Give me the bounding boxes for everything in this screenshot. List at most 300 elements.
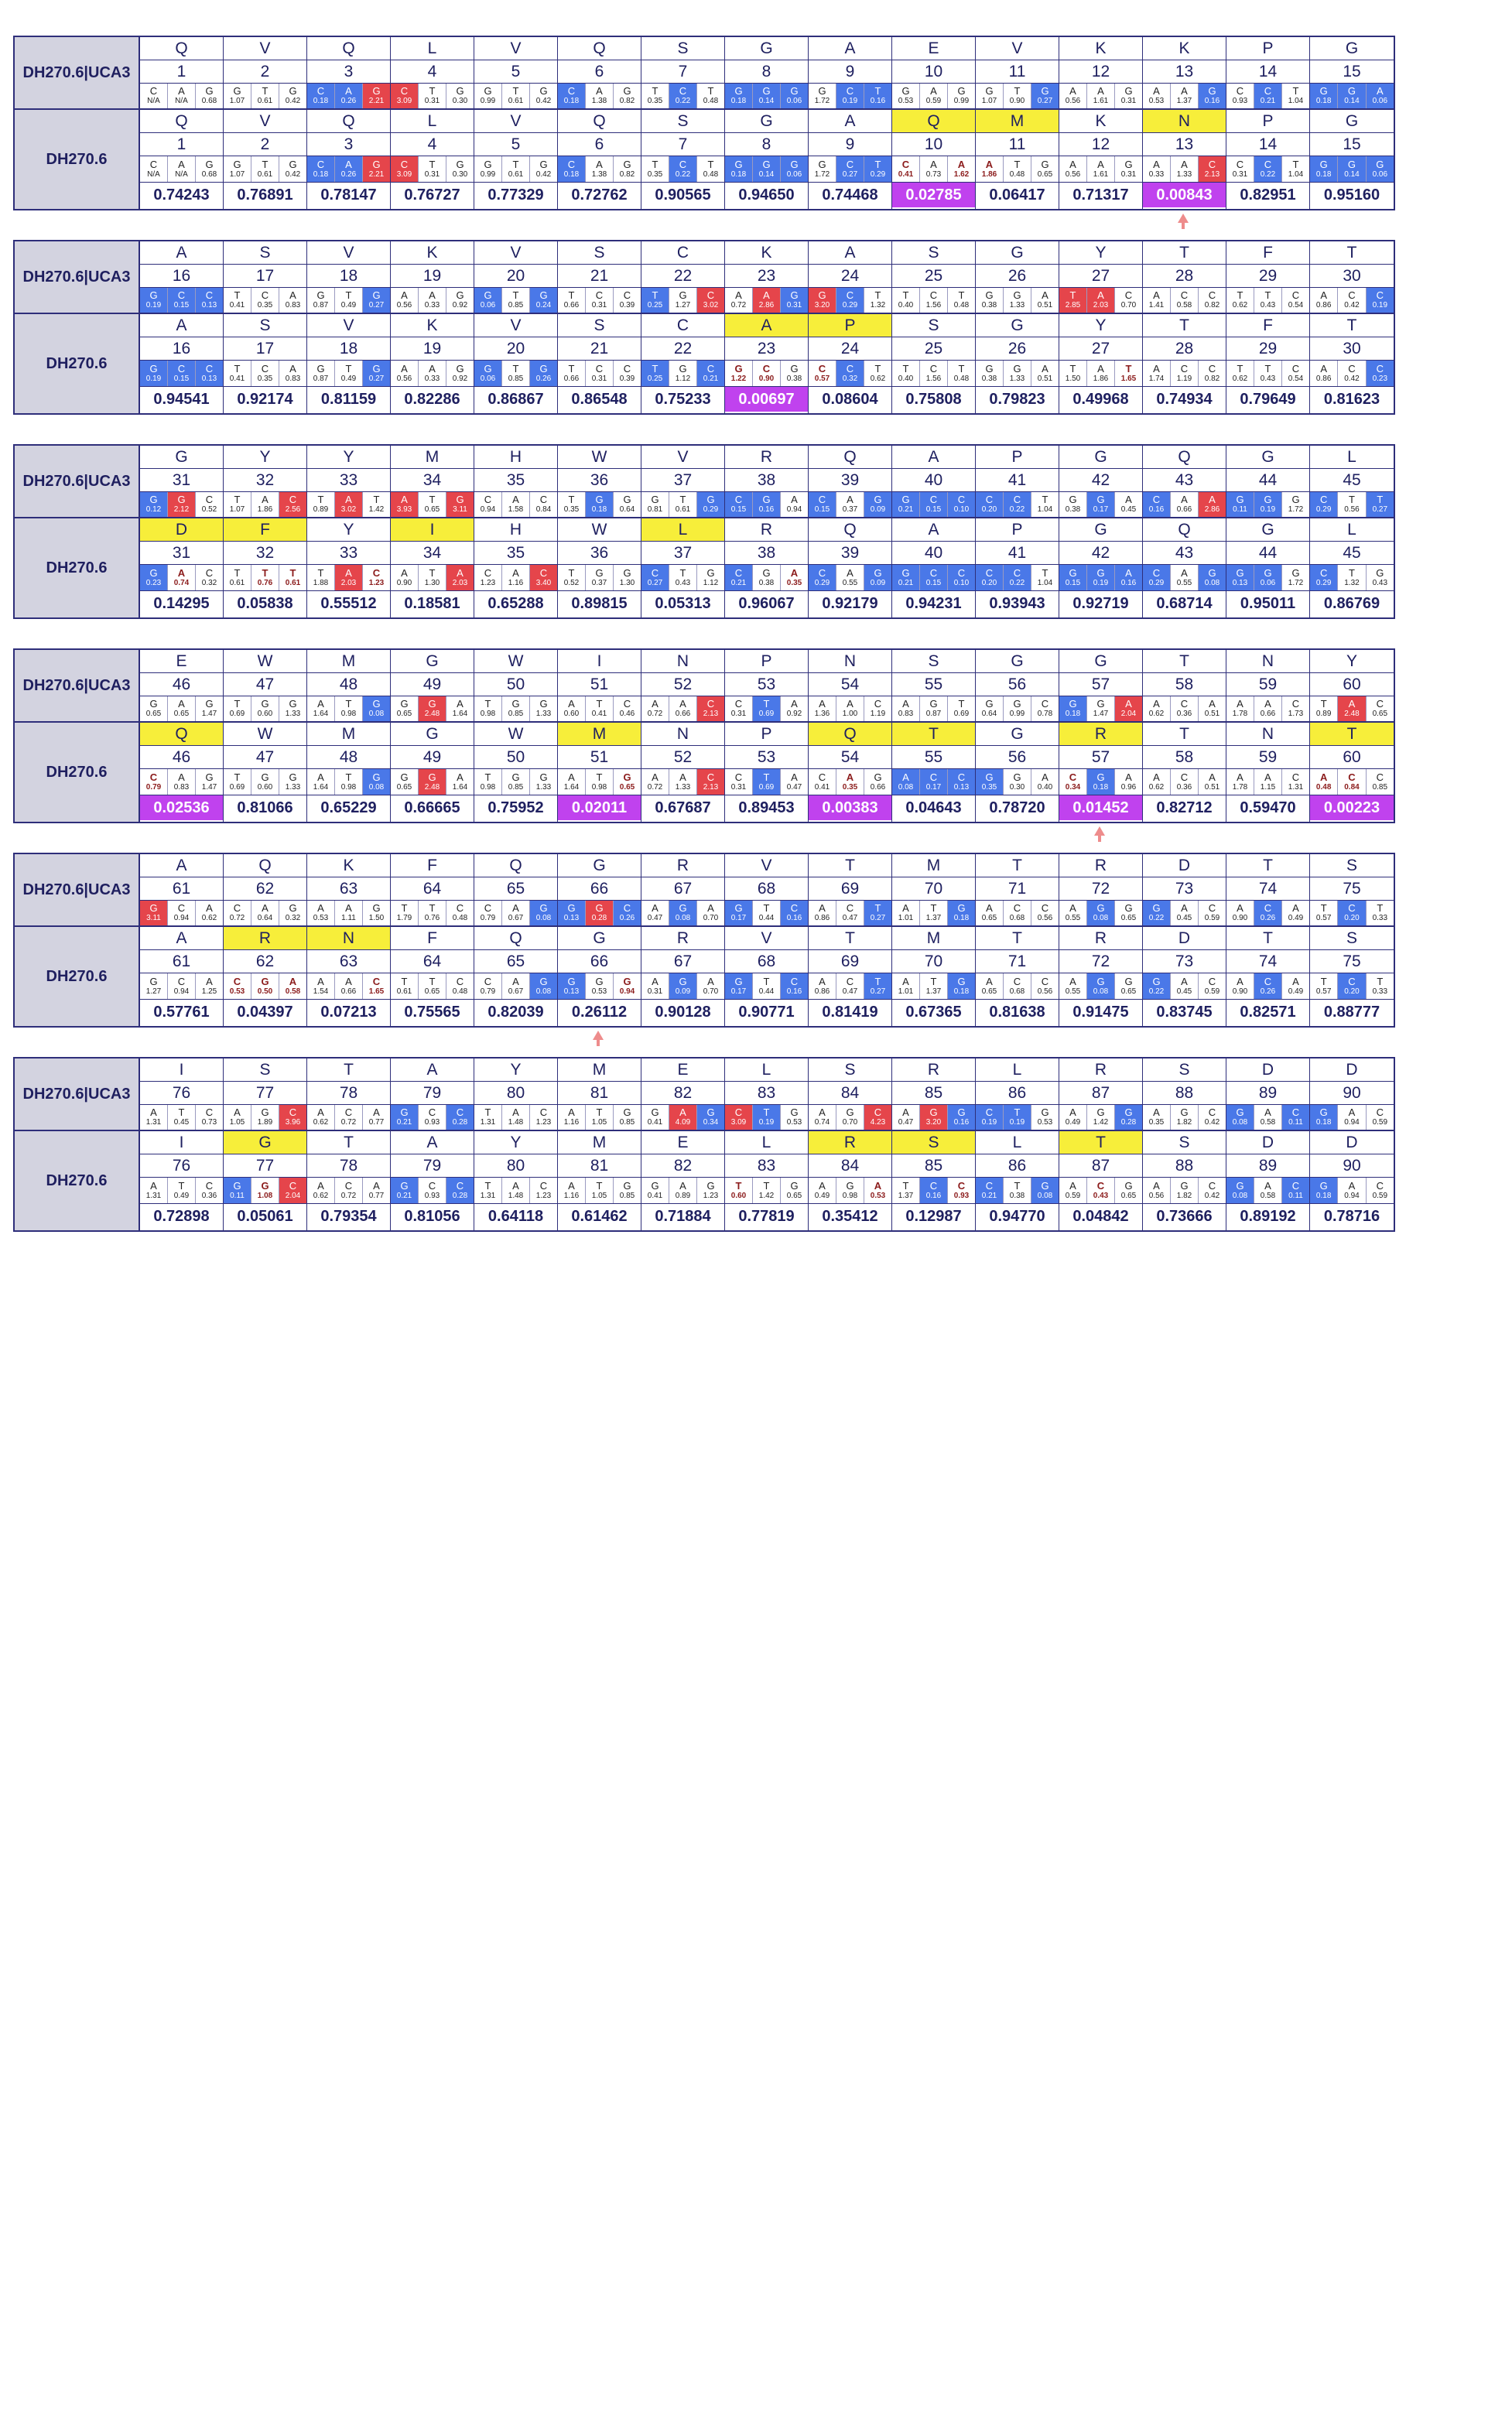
germline-codon: [976, 492, 1059, 518]
germline-residue: V: [976, 37, 1059, 60]
nucleotide-base: G: [1013, 289, 1021, 301]
nucleotide-score: 1.33: [1176, 169, 1192, 179]
nucleotide-base: G: [372, 698, 381, 710]
nucleotide-score: 0.15: [730, 505, 747, 514]
germline-codon: [1310, 288, 1394, 314]
nucleotide-score: 0.33: [1148, 169, 1165, 179]
antibody-codon: [976, 1178, 1059, 1204]
bottom-nucleotide: [976, 973, 1004, 999]
residue-column: [558, 650, 641, 822]
nucleotide-base: C: [1208, 1179, 1216, 1192]
antibody-codon: [307, 973, 390, 1000]
germline-codon: [641, 84, 724, 110]
nucleotide-base: C: [456, 1106, 464, 1118]
nucleotide-base: T: [429, 158, 436, 170]
nucleotide-base: G: [1180, 1106, 1189, 1118]
nucleotide-base: G: [874, 566, 882, 579]
nucleotide-base: G: [734, 902, 743, 914]
nucleotide-score: 0.98: [591, 782, 607, 792]
bottom-nucleotide: [1199, 973, 1226, 999]
nucleotide-score: 0.51: [1037, 374, 1053, 383]
antibody-residue: V: [307, 314, 390, 337]
bottom-nucleotide: [1031, 769, 1059, 795]
residue-column: [474, 446, 558, 617]
nucleotide-base: A: [1153, 698, 1160, 710]
nucleotide-score: 0.16: [758, 505, 775, 514]
germline-position: 2: [224, 60, 306, 84]
top-nucleotide: [168, 288, 196, 313]
probability-value: 0.12987: [905, 1207, 962, 1225]
bottom-nucleotide: [614, 361, 641, 386]
nucleotide-base: A: [846, 771, 854, 783]
nucleotide-base: G: [762, 494, 771, 505]
top-nucleotide: [251, 1105, 279, 1130]
top-nucleotide: [279, 84, 306, 108]
germline-codon: [892, 696, 975, 723]
bottom-nucleotide: [669, 769, 697, 795]
antibody-residue: N: [641, 723, 724, 746]
germline-codon: [1310, 901, 1394, 927]
nucleotide-score: 0.31: [1120, 97, 1137, 105]
residue-column: [391, 446, 474, 617]
nucleotide-score: 0.90: [396, 578, 412, 587]
nucleotide-score: 0.70: [703, 987, 719, 996]
nucleotide-score: 0.60: [563, 710, 580, 718]
nucleotide-score: 1.42: [758, 1191, 775, 1200]
germline-position: 23: [725, 265, 808, 288]
top-nucleotide: [614, 492, 641, 517]
nucleotide-base: T: [1292, 85, 1299, 97]
nucleotide-score: 0.65: [1120, 1191, 1137, 1200]
germline-position: 25: [892, 265, 975, 288]
antibody-position: 75: [1310, 950, 1394, 973]
nucleotide-score: 0.16: [1204, 97, 1220, 105]
probability-value: 0.82286: [404, 390, 460, 408]
nucleotide-base: C: [1348, 289, 1356, 301]
residue-column: [558, 1059, 641, 1230]
antibody-residue: G: [976, 314, 1059, 337]
bottom-nucleotide: [753, 769, 781, 795]
nucleotide-base: A: [847, 698, 853, 710]
bottom-nucleotide: [140, 1178, 168, 1203]
bottom-nucleotide: [1282, 973, 1309, 999]
bottom-nucleotide: [1367, 769, 1394, 795]
antibody-position: 25: [892, 337, 975, 361]
nucleotide-base: C: [428, 1179, 436, 1192]
nucleotide-score: 0.10: [953, 578, 970, 587]
nucleotide-base: A: [1181, 566, 1188, 579]
nucleotide-base: G: [957, 1106, 966, 1118]
nucleotide-score: 0.32: [285, 914, 301, 922]
nucleotide-base: C: [1348, 771, 1356, 783]
antibody-position: 79: [391, 1154, 474, 1178]
nucleotide-score: 1.50: [368, 914, 385, 922]
residue-column: [140, 1059, 224, 1230]
bottom-nucleotide: [335, 973, 363, 999]
bottom-nucleotide: [1115, 973, 1142, 999]
nucleotide-base: A: [317, 1106, 324, 1118]
germline-codon: [976, 1105, 1059, 1131]
nucleotide-base: C: [734, 494, 743, 505]
nucleotide-base: A: [1153, 289, 1160, 301]
antibody-codon: [1143, 973, 1226, 1000]
top-nucleotide: [1367, 84, 1394, 108]
bottom-nucleotide: [474, 769, 502, 795]
top-nucleotide: [725, 288, 753, 313]
antibody-residue: G: [1226, 518, 1309, 542]
nucleotide-base: C: [1264, 902, 1272, 914]
germline-codon: [809, 1105, 891, 1131]
germline-codon: [474, 288, 557, 314]
residue-column: [140, 241, 224, 413]
top-nucleotide: [697, 1105, 724, 1130]
top-nucleotide: [1171, 492, 1199, 517]
antibody-residue: C: [641, 314, 724, 337]
nucleotide-score: 0.47: [786, 782, 802, 792]
residue-column: [474, 37, 558, 209]
nucleotide-base: A: [1097, 158, 1104, 170]
residue-column: [224, 241, 307, 413]
nucleotide-base: T: [345, 289, 352, 301]
germline-position: 60: [1310, 673, 1394, 696]
nucleotide-score: 0.62: [313, 1118, 329, 1127]
nucleotide-score: 0.55: [842, 578, 858, 587]
nucleotide-score: 1.64: [313, 782, 329, 792]
nucleotide-base: G: [316, 289, 325, 301]
nucleotide-base: C: [1208, 362, 1216, 374]
nucleotide-base: A: [1209, 771, 1216, 783]
bottom-nucleotide: [892, 361, 920, 386]
bottom-nucleotide: [586, 565, 614, 590]
germline-position: 55: [892, 673, 975, 696]
residue-column: [725, 1059, 809, 1230]
nucleotide-base: A: [1097, 289, 1104, 301]
nucleotide-base: C: [1376, 1179, 1384, 1192]
nucleotide-score: 0.18: [563, 97, 580, 105]
nucleotide-base: C: [1208, 289, 1216, 301]
bottom-nucleotide: [140, 769, 168, 795]
nucleotide-base: C: [1291, 362, 1300, 374]
antibody-codon: [725, 156, 808, 183]
nucleotide-base: T: [735, 1179, 742, 1192]
top-nucleotide: [1143, 288, 1171, 313]
nucleotide-score: 0.85: [508, 301, 524, 310]
bottom-nucleotide: [502, 565, 530, 590]
nucleotide-score: 0.18: [953, 987, 970, 996]
nucleotide-score: 0.26: [1260, 987, 1276, 996]
top-nucleotide: [725, 1105, 753, 1130]
top-nucleotide: [753, 84, 781, 108]
bottom-nucleotide: [391, 1178, 419, 1203]
germline-residue: E: [641, 1059, 724, 1082]
top-nucleotide: [446, 288, 474, 313]
top-nucleotide: [558, 492, 586, 517]
nucleotide-score: 0.18: [1065, 710, 1081, 718]
nucleotide-score: 0.14: [758, 97, 775, 105]
probability-value: 0.05838: [237, 594, 293, 612]
antibody-position: 1: [140, 133, 223, 156]
nucleotide-score: 0.82: [1204, 301, 1220, 310]
antibody-residue: L: [976, 1131, 1059, 1154]
nucleotide-score: 1.37: [925, 987, 942, 996]
antibody-residue: D: [1310, 1131, 1394, 1154]
antibody-position: 27: [1059, 337, 1142, 361]
nucleotide-score: 0.32: [201, 578, 217, 587]
nucleotide-base: G: [149, 698, 158, 710]
germline-position: 78: [307, 1082, 390, 1105]
germline-position: 44: [1226, 469, 1309, 492]
top-nucleotide: [1338, 288, 1366, 313]
bottom-nucleotide: [1282, 156, 1309, 182]
nucleotide-base: C: [289, 494, 297, 505]
top-nucleotide: [586, 901, 614, 925]
top-nucleotide: [1254, 901, 1282, 925]
nucleotide-base: A: [679, 698, 686, 710]
germline-position: 68: [725, 877, 808, 901]
top-nucleotide: [279, 288, 306, 313]
nucleotide-base: A: [289, 289, 296, 301]
nucleotide-base: G: [1208, 85, 1216, 97]
nucleotide-score: 0.43: [1260, 301, 1276, 310]
germline-residue: E: [892, 37, 975, 60]
probability-value: 0.00843: [1143, 183, 1226, 207]
germline-residue: P: [1226, 37, 1309, 60]
nucleotide-base: A: [178, 771, 185, 783]
nucleotide-base: C: [1291, 1179, 1300, 1192]
nucleotide-base: T: [345, 698, 352, 710]
nucleotide-score: 1.82: [1176, 1118, 1192, 1127]
nucleotide-score: 0.94: [619, 987, 635, 996]
germline-codon: [1226, 288, 1309, 314]
germline-position: 79: [391, 1082, 474, 1105]
antibody-codon: [391, 769, 474, 795]
antibody-position: 59: [1226, 746, 1309, 769]
nucleotide-score: 1.12: [703, 578, 719, 587]
top-nucleotide: [809, 84, 836, 108]
antibody-residue: N: [307, 927, 390, 950]
nucleotide-base: G: [1069, 566, 1077, 579]
nucleotide-base: G: [1264, 494, 1272, 505]
nucleotide-base: G: [623, 1106, 631, 1118]
bottom-nucleotide: [614, 769, 641, 795]
top-nucleotide: [419, 901, 446, 925]
nucleotide-base: A: [1097, 362, 1104, 374]
bottom-nucleotide: [474, 156, 502, 182]
bottom-nucleotide: [725, 565, 753, 590]
top-nucleotide: [641, 492, 669, 517]
bottom-nucleotide: [1115, 361, 1142, 386]
top-nucleotide: [641, 696, 669, 721]
nucleotide-score: 1.19: [870, 710, 886, 718]
nucleotide-score: 0.44: [758, 914, 775, 922]
nucleotide-base: T: [1014, 1179, 1021, 1192]
germline-residue: N: [809, 650, 891, 673]
top-nucleotide: [1087, 696, 1115, 721]
germline-codon: [725, 492, 808, 518]
germline-position: 75: [1310, 877, 1394, 901]
nucleotide-base: G: [985, 771, 994, 783]
nucleotide-score: 0.20: [981, 505, 997, 514]
bottom-nucleotide: [335, 361, 363, 386]
probability-value: 0.76727: [404, 186, 460, 203]
nucleotide-score: 0.38: [1065, 505, 1081, 514]
germline-residue: G: [140, 446, 223, 469]
residue-column: [307, 1059, 391, 1230]
nucleotide-score: 0.29: [703, 505, 719, 514]
antibody-position: 31: [140, 542, 223, 565]
top-nucleotide: [836, 901, 864, 925]
top-nucleotide: [224, 84, 251, 108]
nucleotide-base: C: [623, 902, 631, 914]
nucleotide-score: 0.68: [201, 169, 217, 179]
top-nucleotide: [168, 492, 196, 517]
bottom-nucleotide: [1059, 973, 1087, 999]
top-nucleotide: [641, 1105, 669, 1130]
nucleotide-score: 0.48: [703, 97, 719, 105]
antibody-codon: [307, 361, 390, 387]
top-nucleotide: [1059, 84, 1087, 108]
antibody-codon: [391, 361, 474, 387]
nucleotide-base: C: [874, 698, 882, 710]
nucleotide-base: G: [846, 1179, 854, 1192]
nucleotide-score: 0.54: [1288, 301, 1304, 310]
nucleotide-base: A: [457, 771, 464, 783]
top-nucleotide: [446, 84, 474, 108]
bottom-nucleotide: [781, 1178, 808, 1203]
bottom-nucleotide: [809, 1178, 836, 1203]
antibody-codon: [307, 769, 390, 795]
antibody-position: 54: [809, 746, 891, 769]
germline-position: 56: [976, 673, 1059, 696]
germline-residue: P: [725, 650, 808, 673]
nucleotide-score: 0.26: [340, 169, 357, 179]
top-nucleotide: [697, 901, 724, 925]
antibody-residue: T: [1226, 927, 1309, 950]
nucleotide-base: T: [652, 362, 659, 374]
nucleotide-score: 0.62: [1148, 782, 1165, 792]
nucleotide-score: 0.42: [535, 97, 552, 105]
nucleotide-score: 1.05: [229, 1118, 245, 1127]
top-nucleotide: [1282, 901, 1309, 925]
nucleotide-score: 0.93: [1232, 97, 1248, 105]
nucleotide-score: 1.82: [1176, 1191, 1192, 1200]
nucleotide-score: 0.92: [786, 710, 802, 718]
nucleotide-base: T: [568, 362, 575, 374]
germline-position: 69: [809, 877, 891, 901]
nucleotide-score: 0.21: [396, 1191, 412, 1200]
nucleotide-base: G: [1291, 494, 1300, 505]
probability-value: 0.90128: [655, 1003, 711, 1021]
nucleotide-score: 0.93: [424, 1118, 440, 1127]
top-nucleotide: [1282, 696, 1309, 721]
bottom-nucleotide: [614, 156, 641, 182]
nucleotide-base: C: [1180, 289, 1189, 301]
germline-residue: A: [391, 1059, 474, 1082]
nucleotide-base: T: [874, 289, 881, 301]
nucleotide-base: T: [512, 362, 519, 374]
probability-value: 0.88777: [1323, 1003, 1380, 1021]
nucleotide-score: 0.22: [1148, 987, 1165, 996]
top-nucleotide: [892, 492, 920, 517]
residue-column: [892, 37, 976, 209]
nucleotide-score: 1.50: [1065, 374, 1081, 383]
nucleotide-base: C: [1041, 902, 1049, 914]
antibody-residue: M: [558, 723, 641, 746]
bottom-nucleotide: [196, 1178, 223, 1203]
nucleotide-base: G: [1013, 698, 1021, 710]
residue-column: [1310, 650, 1394, 822]
nucleotide-score: 0.64: [619, 505, 635, 514]
nucleotide-score: 0.43: [675, 578, 691, 587]
nucleotide-score: 0.35: [563, 505, 580, 514]
top-nucleotide: [335, 1105, 363, 1130]
nucleotide-score: 0.41: [647, 1118, 663, 1127]
germline-position: 80: [474, 1082, 557, 1105]
antibody-codon: [809, 361, 891, 387]
nucleotide-score: 0.15: [173, 301, 190, 310]
top-nucleotide: [474, 901, 502, 925]
top-nucleotide: [196, 696, 223, 721]
nucleotide-score: 0.15: [925, 578, 942, 587]
residue-column: [1143, 1059, 1226, 1230]
antibody-codon: [1310, 973, 1394, 1000]
top-nucleotide: [781, 696, 808, 721]
germline-residue: S: [892, 241, 975, 265]
residue-column: [1143, 37, 1226, 209]
top-nucleotide: [1282, 492, 1309, 517]
nucleotide-score: 2.85: [1065, 301, 1081, 310]
germline-position: 5: [474, 60, 557, 84]
bottom-nucleotide: [391, 769, 419, 795]
top-nucleotide: [1254, 696, 1282, 721]
nucleotide-score: 0.65: [1120, 987, 1137, 996]
antibody-residue: T: [1059, 1131, 1142, 1154]
germline-codon: [892, 1105, 975, 1131]
antibody-residue: D: [1226, 1131, 1309, 1154]
nucleotide-score: 0.84: [1344, 782, 1360, 792]
germline-position: 1: [140, 60, 223, 84]
germline-residue: S: [1310, 854, 1394, 877]
top-nucleotide: [1310, 1105, 1338, 1130]
nucleotide-score: 0.23: [1372, 374, 1388, 383]
nucleotide-base: C: [1376, 289, 1384, 301]
germline-residue: Q: [1143, 446, 1226, 469]
antibody-position: 73: [1143, 950, 1226, 973]
nucleotide-base: A: [1069, 975, 1076, 987]
nucleotide-base: A: [679, 1106, 686, 1118]
antibody-residue: V: [224, 110, 306, 133]
top-nucleotide: [920, 901, 948, 925]
germline-position: 21: [558, 265, 641, 288]
bottom-nucleotide: [725, 1178, 753, 1203]
nucleotide-score: 0.59: [925, 97, 942, 105]
germline-residue: W: [224, 650, 306, 673]
bottom-nucleotide: [1031, 156, 1059, 182]
nucleotide-base: G: [734, 85, 743, 97]
bottom-nucleotide: [781, 769, 808, 795]
residue-column: [391, 854, 474, 1026]
germline-residue: V: [224, 37, 306, 60]
top-nucleotide: [864, 1105, 891, 1130]
nucleotide-score: 0.09: [870, 505, 886, 514]
residue-column: [976, 650, 1059, 822]
bottom-nucleotide: [363, 973, 390, 999]
top-nucleotide: [836, 1105, 864, 1130]
top-nucleotide: [1031, 901, 1059, 925]
antibody-position: 57: [1059, 746, 1142, 769]
bottom-nucleotide: [809, 973, 836, 999]
nucleotide-base: T: [763, 1179, 770, 1192]
